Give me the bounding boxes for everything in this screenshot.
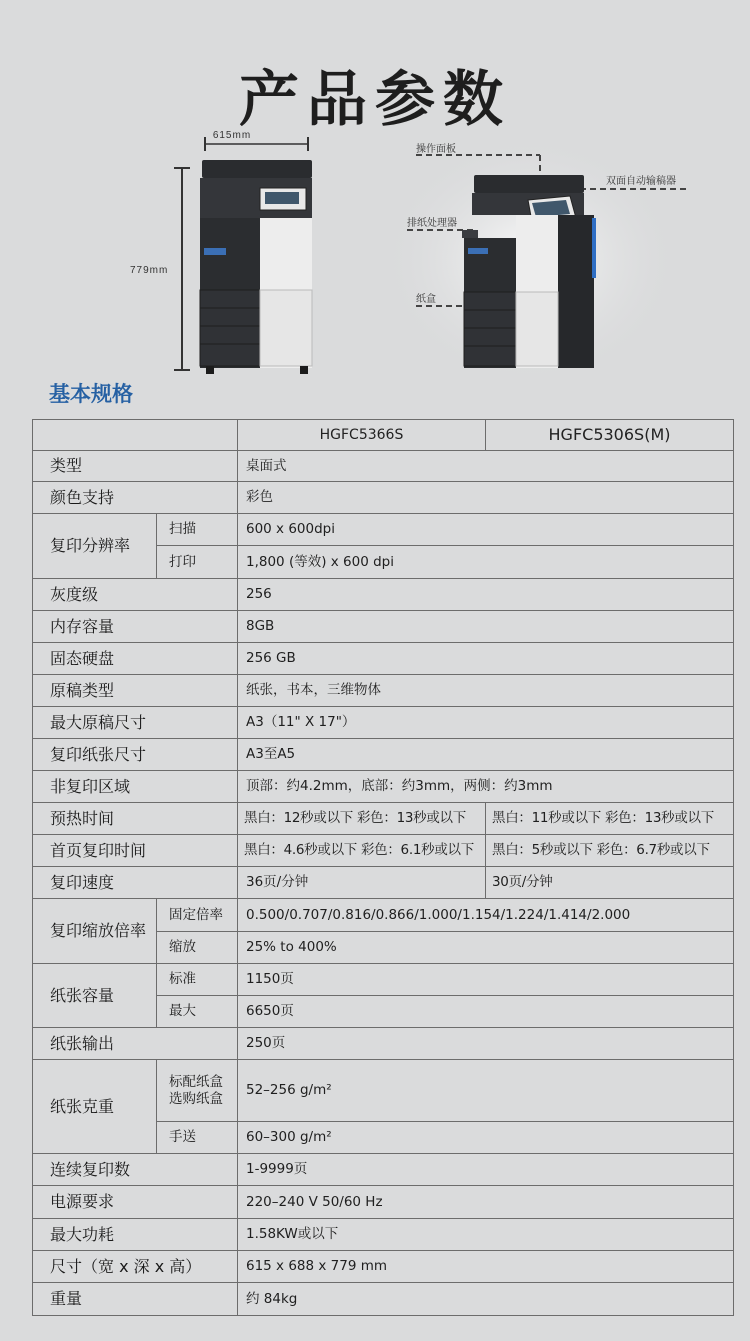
spec-label: 连续复印数 [33, 1154, 238, 1186]
spec-value: 1.58KW或以下 [238, 1219, 734, 1251]
spec-value: A3至A5 [238, 739, 734, 771]
spec-label: 最大功耗 [33, 1219, 238, 1251]
spec-value: 220–240 V 50/60 Hz [238, 1186, 734, 1219]
spec-value: 8GB [238, 611, 734, 643]
spec-value: 6650页 [238, 996, 734, 1028]
model-header-1: HGFC5366S [238, 420, 486, 451]
callout-duplex-feeder: 双面自动输稿器 [606, 176, 676, 187]
table-row [33, 675, 734, 707]
spec-label: 复印纸张尺寸 [33, 739, 238, 771]
spec-value: 60–300 g/m² [238, 1122, 734, 1154]
spec-sublabel [157, 1060, 238, 1122]
spec-label: 电源要求 [33, 1186, 238, 1219]
model-header-2: HGFC5306S(M) [486, 420, 734, 451]
table-row [33, 867, 734, 899]
spec-value: A3（11" X 17"） [238, 707, 734, 739]
spec-sublabel: 标准 [157, 964, 238, 996]
table-row [33, 1251, 734, 1283]
table-row [33, 1219, 734, 1251]
spec-label: 内存容量 [33, 611, 238, 643]
table-row [33, 514, 734, 546]
product-front-image [120, 120, 360, 380]
spec-sublabel: 缩放 [157, 932, 238, 964]
spec-label: 纸张输出 [33, 1028, 238, 1060]
spec-value-model-2: 黑白：5秒或以下 彩色：6.7秒或以下 [486, 835, 734, 867]
spec-label: 非复印区域 [33, 771, 238, 803]
spec-sublabel: 固定倍率 [157, 899, 238, 932]
spec-label: 首页复印时间 [33, 835, 238, 867]
callout-paper-tray: 纸盒 [416, 294, 436, 305]
spec-value: 约 84kg [238, 1283, 734, 1316]
spec-value: 256 GB [238, 643, 734, 675]
table-row [33, 1186, 734, 1219]
spec-label: 固态硬盘 [33, 643, 238, 675]
callout-finisher: 排纸处理器 [407, 218, 457, 229]
width-dimension-label: 615mm [212, 130, 252, 141]
spec-value: 256 [238, 579, 734, 611]
table-row [33, 579, 734, 611]
spec-value-model-1: 黑白：12秒或以下 彩色：13秒或以下 [238, 803, 486, 835]
spec-sublabel: 打印 [157, 546, 238, 579]
table-row [33, 803, 734, 835]
table-header-row [33, 420, 734, 451]
spec-value: 250页 [238, 1028, 734, 1060]
spec-value: 600 x 600dpi [238, 514, 734, 546]
table-row [33, 835, 734, 867]
spec-sublabel-line: 选购纸盒 [169, 1090, 223, 1107]
spec-value: 0.500/0.707/0.816/0.866/1.000/1.154/1.224/1.414/2.000 [238, 899, 734, 932]
spec-label: 纸张容量 [33, 964, 157, 1028]
spec-table [32, 419, 734, 1316]
table-row [33, 1028, 734, 1060]
table-row [33, 451, 734, 482]
spec-value: 25% to 400% [238, 932, 734, 964]
table-row [33, 707, 734, 739]
spec-sublabel-line: 标配纸盒 [169, 1074, 223, 1091]
spec-value: 615 x 688 x 779 mm [238, 1251, 734, 1283]
spec-value: 1150页 [238, 964, 734, 996]
spec-value: 纸张，书本，三维物体 [238, 675, 734, 707]
spec-label: 复印分辨率 [33, 514, 157, 579]
table-row [33, 611, 734, 643]
spec-value: 52–256 g/m² [238, 1060, 734, 1122]
spec-value: 彩色 [238, 482, 734, 514]
spec-value: 1-9999页 [238, 1154, 734, 1186]
section-title-basic-specs: 基本规格 [49, 382, 133, 406]
spec-sublabel: 最大 [157, 996, 238, 1028]
spec-value-model-1: 36页/分钟 [238, 867, 486, 899]
spec-value: 1,800 (等效) x 600 dpi [238, 546, 734, 579]
table-row [33, 1154, 734, 1186]
table-row [33, 899, 734, 932]
spec-sublabel: 扫描 [157, 514, 238, 546]
spec-value-model-1: 黑白：4.6秒或以下 彩色：6.1秒或以下 [238, 835, 486, 867]
spec-label: 纸张克重 [33, 1060, 157, 1154]
table-row [33, 1283, 734, 1316]
spec-value: 桌面式 [238, 451, 734, 482]
table-row [33, 739, 734, 771]
spec-sublabel: 手送 [157, 1122, 238, 1154]
spec-label: 类型 [33, 451, 238, 482]
spec-label: 颜色支持 [33, 482, 238, 514]
product-angle-image [380, 130, 740, 380]
spec-value: 顶部：约4.2mm，底部：约3mm，两侧：约3mm [238, 771, 734, 803]
spec-label: 复印缩放倍率 [33, 899, 157, 964]
table-row [33, 482, 734, 514]
height-dimension-label: 779mm [130, 265, 169, 276]
table-row [33, 1060, 734, 1122]
spec-label: 复印速度 [33, 867, 238, 899]
table-row [33, 964, 734, 996]
spec-label: 重量 [33, 1283, 238, 1316]
spec-label: 尺寸（宽 x 深 x 高） [33, 1251, 238, 1283]
page-title: 产品参数 [239, 65, 511, 135]
spec-label: 原稿类型 [33, 675, 238, 707]
spec-label: 最大原稿尺寸 [33, 707, 238, 739]
spec-value-model-2: 30页/分钟 [486, 867, 734, 899]
spec-label: 灰度级 [33, 579, 238, 611]
spec-label: 预热时间 [33, 803, 238, 835]
table-row [33, 771, 734, 803]
spec-value-model-2: 黑白：11秒或以下 彩色：13秒或以下 [486, 803, 734, 835]
callout-control-panel: 操作面板 [416, 144, 456, 155]
table-row [33, 643, 734, 675]
